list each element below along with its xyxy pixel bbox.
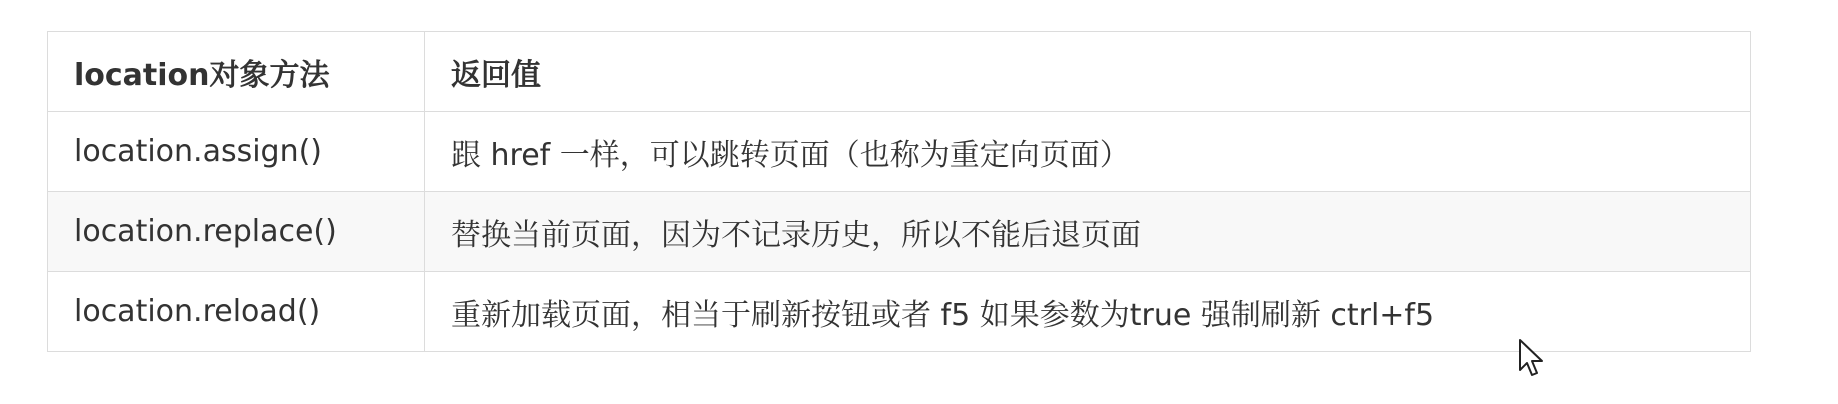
location-methods-table-container bbox=[47, 31, 1751, 352]
table-header bbox=[48, 32, 1751, 112]
return-value-cell: 跟 href 一样，可以跳转页面（也称为重定向页面） bbox=[425, 112, 1751, 192]
table-row bbox=[48, 192, 1751, 272]
method-cell: location.reload() bbox=[48, 272, 425, 352]
mouse-pointer-icon bbox=[1518, 338, 1546, 378]
table-body bbox=[48, 112, 1751, 352]
return-value-cell: 替换当前页面，因为不记录历史，所以不能后退页面 bbox=[425, 192, 1751, 272]
header-return-value: 返回值 bbox=[425, 32, 1751, 112]
table-row bbox=[48, 272, 1751, 352]
location-methods-table bbox=[47, 31, 1751, 352]
method-cell: location.assign() bbox=[48, 112, 425, 192]
table-row bbox=[48, 112, 1751, 192]
header-method: location对象方法 bbox=[48, 32, 425, 112]
method-cell: location.replace() bbox=[48, 192, 425, 272]
return-value-cell: 重新加载页面，相当于刷新按钮或者 f5 如果参数为true 强制刷新 ctrl+f5 bbox=[425, 272, 1751, 352]
header-row bbox=[48, 32, 1751, 112]
